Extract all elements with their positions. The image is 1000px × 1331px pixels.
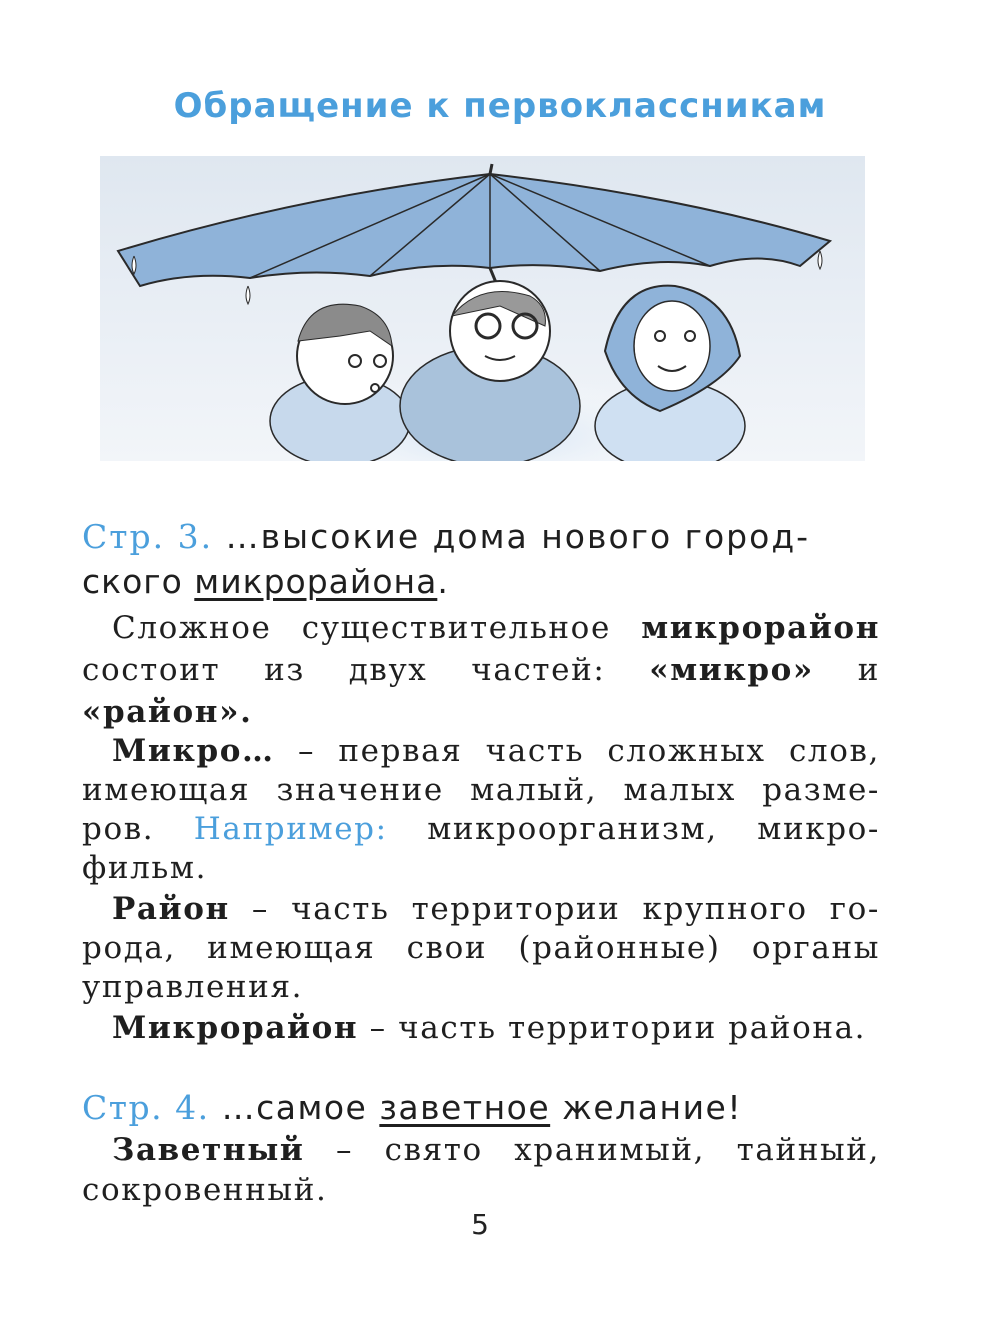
- rayon-definition-text: – часть территории крупного го-рода, имеющая свои (районные) органы управления.: [82, 891, 880, 1005]
- umbrella-illustration: [100, 156, 865, 461]
- section1-quote-end: .: [437, 562, 449, 601]
- compound-noun-text: Сложное существительное: [112, 610, 642, 646]
- section2-quote-end: желание!: [550, 1088, 743, 1127]
- zavetny-definition-text: – свято хранимый, тайный, сокровенный.: [82, 1132, 880, 1208]
- microrayon-definition-text: – часть территории района.: [358, 1010, 867, 1046]
- paragraph-zavetny-definition: [82, 1130, 880, 1210]
- paragraph-parts: [82, 650, 880, 690]
- page-ref-3: Стр. 3.: [82, 517, 214, 556]
- section2-quote-start: …самое: [209, 1088, 380, 1127]
- parts-and: и: [813, 652, 881, 688]
- page-title: Обращение к первоклассникам: [173, 86, 827, 126]
- term-micro: Микро…: [112, 733, 275, 769]
- paragraph-compound-noun: [82, 608, 880, 648]
- section1-quote-line1: …высокие дома нового город-: [225, 517, 811, 556]
- section1-heading-line1: [82, 517, 880, 557]
- term-zavetny: Заветный: [112, 1132, 305, 1168]
- micro-definition-text: – первая часть сложных слов, имеющая значение малый, малых разме-ров.: [82, 733, 880, 847]
- parts-text: состоит из двух частей:: [82, 652, 650, 688]
- term-microrayon-bold: Микрорайон: [112, 1010, 359, 1046]
- part-micro: «микро»: [649, 652, 814, 688]
- part-rayon: «район».: [82, 694, 253, 730]
- term-microrayon: микрорайон: [641, 610, 880, 646]
- micro-examples: микроорганизм, микро-фильм.: [82, 811, 880, 886]
- paragraph-rayon-definition: [82, 890, 880, 1007]
- section1-quote-line2: ского: [82, 562, 195, 601]
- section1-heading-line2: [82, 562, 880, 602]
- paragraph-parts-end: [82, 692, 880, 732]
- paragraph-microrayon-definition: [82, 1008, 880, 1048]
- umbrella-picture: [100, 156, 865, 461]
- page-number: 5: [471, 1208, 489, 1241]
- page-ref-4: Стр. 4.: [82, 1088, 210, 1127]
- paragraph-micro-definition: [82, 732, 880, 888]
- section2-heading: [82, 1088, 880, 1128]
- example-label: Например:: [193, 811, 388, 847]
- underlined-word-zavetnoe: заветное: [379, 1088, 551, 1127]
- term-rayon: Район: [112, 891, 230, 927]
- underlined-word-microrayon: микрорайона: [194, 562, 438, 601]
